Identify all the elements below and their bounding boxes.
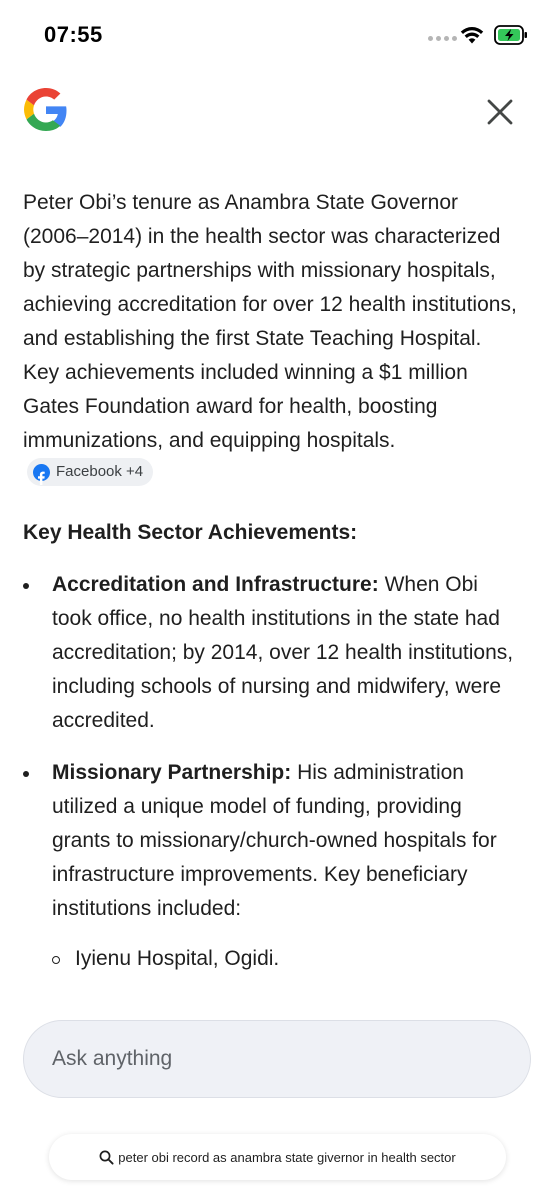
answer-intro: [23, 186, 523, 498]
ask-input[interactable]: [52, 1047, 492, 1071]
close-icon: [480, 92, 520, 132]
achievements-list: [23, 568, 523, 976]
list-item-text: His administration utilized a unique model of funding, providing grants to missionary/church-owned hospitals for infrastructure improvements. Key beneficiary institutions included:: [52, 760, 497, 920]
bullet-icon: [23, 583, 29, 589]
source-chip-label: Facebook +4: [56, 463, 144, 480]
ai-answer: [23, 186, 523, 994]
status-time: 07:55: [44, 22, 103, 47]
search-query-pill[interactable]: [49, 1134, 506, 1180]
sub-list-item: [52, 942, 523, 976]
ask-bar[interactable]: [23, 1020, 531, 1098]
sub-list-item-text: Iyienu Hospital, Ogidi.: [75, 946, 280, 970]
section-heading: Key Health Sector Achievements:: [23, 520, 358, 544]
list-item: [23, 756, 523, 976]
answer-intro-text: Peter Obi’s tenure as Anambra State Governor (2006–2014) in the health sector was characterized by strategic partnerships with missionary hospitals, achieving accreditation for over 12 health institutions, and establishing the first State Teaching Hospital. Key achievements included winning a $1 million Gates Foundation award for health, boosting immunizations, and equipping hospitals.: [23, 191, 517, 452]
close-button[interactable]: [480, 92, 520, 132]
status-bar: [0, 0, 554, 72]
list-item-title: Accreditation and Infrastructure:: [52, 572, 379, 596]
sub-list: [52, 942, 523, 976]
list-item-title: Missionary Partnership:: [52, 760, 292, 784]
list-item: [23, 568, 523, 738]
circle-bullet-icon: [52, 956, 60, 964]
battery-charging-icon: [494, 24, 528, 46]
facebook-icon: [33, 464, 50, 481]
cellular-signal-icon: [428, 36, 457, 41]
google-g-logo: [22, 86, 70, 134]
bullet-icon: [23, 771, 29, 777]
list-item-text: When Obi took office, no health institutions in the state had accreditation; by 2014, over 12 health institutions, including schools of nursing and midwifery, were accredited.: [52, 572, 514, 732]
wifi-icon: [460, 25, 484, 45]
search-icon: [99, 1150, 114, 1165]
source-chip[interactable]: [27, 458, 153, 486]
search-query-text: peter obi record as anambra state givernor in health sector: [118, 1149, 456, 1165]
